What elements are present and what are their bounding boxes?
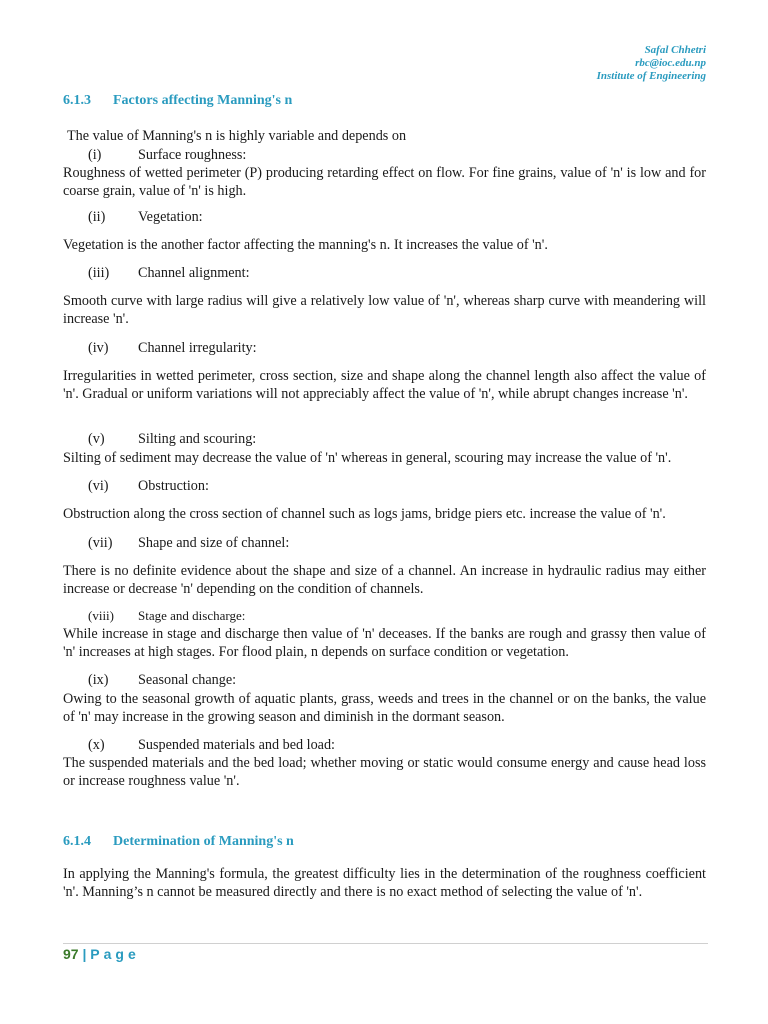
factor-text: Owing to the seasonal growth of aquatic plants, grass, weeds and trees in the channel or on the banks, the value of 'n' may increase in the growing season and diminish in the dormant season. [63, 691, 706, 725]
factor-text: Vegetation is the another factor affecting the manning's n. It increases the value of 'n'. [63, 237, 548, 253]
footer-divider [63, 943, 708, 944]
factor-text: Obstruction along the cross section of channel such as logs jams, bridge piers etc. increase the value of 'n'. [63, 506, 666, 522]
factor-name: Channel alignment: [138, 265, 250, 281]
factor-name: Silting and scouring: [138, 431, 257, 447]
factor-heading [88, 736, 335, 754]
factor-numeral: (iii) [88, 265, 110, 281]
factor-text: Roughness of wetted perimeter (P) producing retarding effect on flow. For fine grains, value of 'n' is low and for coarse grain, value of 'n' is high. [63, 165, 706, 199]
factor-heading [88, 477, 209, 495]
factor-numeral: (ii) [88, 209, 106, 225]
factor-heading [88, 339, 257, 357]
institute-name: Institute of Engineering [596, 70, 706, 82]
factor-numeral: (vi) [88, 478, 109, 494]
factor-heading [88, 430, 256, 448]
section-number: 6.1.4 [63, 834, 91, 849]
factor-numeral: (i) [88, 147, 102, 163]
factor-numeral: (x) [88, 737, 105, 753]
factor-name: Vegetation: [138, 209, 203, 225]
factor-name: Suspended materials and bed load: [138, 737, 335, 753]
factor-text: While increase in stage and discharge then value of 'n' deceases. If the banks are rough and grassy then value of 'n' increases at high stages. For flood plain, n depends on surface condition or vegetation. [63, 626, 706, 660]
factor-heading [88, 534, 289, 552]
footer-separator: | [82, 946, 87, 962]
factor-text: Irregularities in wetted perimeter, cross section, size and shape along the channel length also affect the value of 'n'. Gradual or uniform variations will not appreciably affect the value of 'n', while abrupt changes increase 'n'. [63, 368, 706, 402]
factor-heading [88, 208, 203, 226]
factor-numeral: (viii) [88, 608, 114, 623]
section-heading-6-1-3 [63, 93, 292, 109]
section-number: 6.1.3 [63, 93, 91, 108]
factor-heading [88, 264, 250, 282]
factor-heading [88, 671, 236, 689]
factor-numeral: (v) [88, 431, 105, 447]
factor-numeral: (vii) [88, 535, 113, 551]
author-email: rbc@ioc.edu.np [635, 57, 706, 69]
author-name: Safal Chhetri [644, 44, 706, 56]
page-header [597, 44, 706, 83]
factor-name: Channel irregularity: [138, 340, 257, 356]
factor-name: Surface roughness: [138, 147, 247, 163]
factor-name: Shape and size of channel: [138, 535, 290, 551]
factor-heading [88, 607, 245, 625]
page-footer [63, 946, 140, 962]
section-heading-6-1-4 [63, 834, 294, 850]
determination-paragraph: In applying the Manning's formula, the greatest difficulty lies in the determination of the roughness coefficient 'n'. Manning’s n cannot be measured directly and there is no exact method of selecting the value of 'n'. [63, 866, 706, 900]
page-label: Page [90, 946, 140, 962]
section-title: Factors affecting Manning's n [113, 93, 293, 108]
section-title: Determination of Manning's n [113, 834, 294, 849]
page-number: 97 [63, 946, 79, 962]
factor-text: Smooth curve with large radius will give a relatively low value of 'n', whereas sharp curve with meandering will increase 'n'. [63, 293, 706, 327]
factor-text: The suspended materials and the bed load; whether moving or static would consume energy and cause head loss or increase roughness value 'n'. [63, 755, 706, 789]
factor-name: Obstruction: [138, 478, 209, 494]
intro-paragraph: The value of Manning's n is highly variable and depends on [67, 128, 407, 144]
factor-name: Seasonal change: [138, 672, 237, 688]
factor-name: Stage and discharge: [138, 608, 246, 623]
factor-text: There is no definite evidence about the shape and size of a channel. An increase in hydraulic radius may either increase or decrease 'n' depending on the condition of channels. [63, 563, 706, 597]
factor-heading [88, 146, 246, 164]
factor-numeral: (ix) [88, 672, 109, 688]
factor-numeral: (iv) [88, 340, 109, 356]
factor-text: Silting of sediment may decrease the value of 'n' whereas in general, scouring may increase the value of 'n'. [63, 450, 672, 466]
